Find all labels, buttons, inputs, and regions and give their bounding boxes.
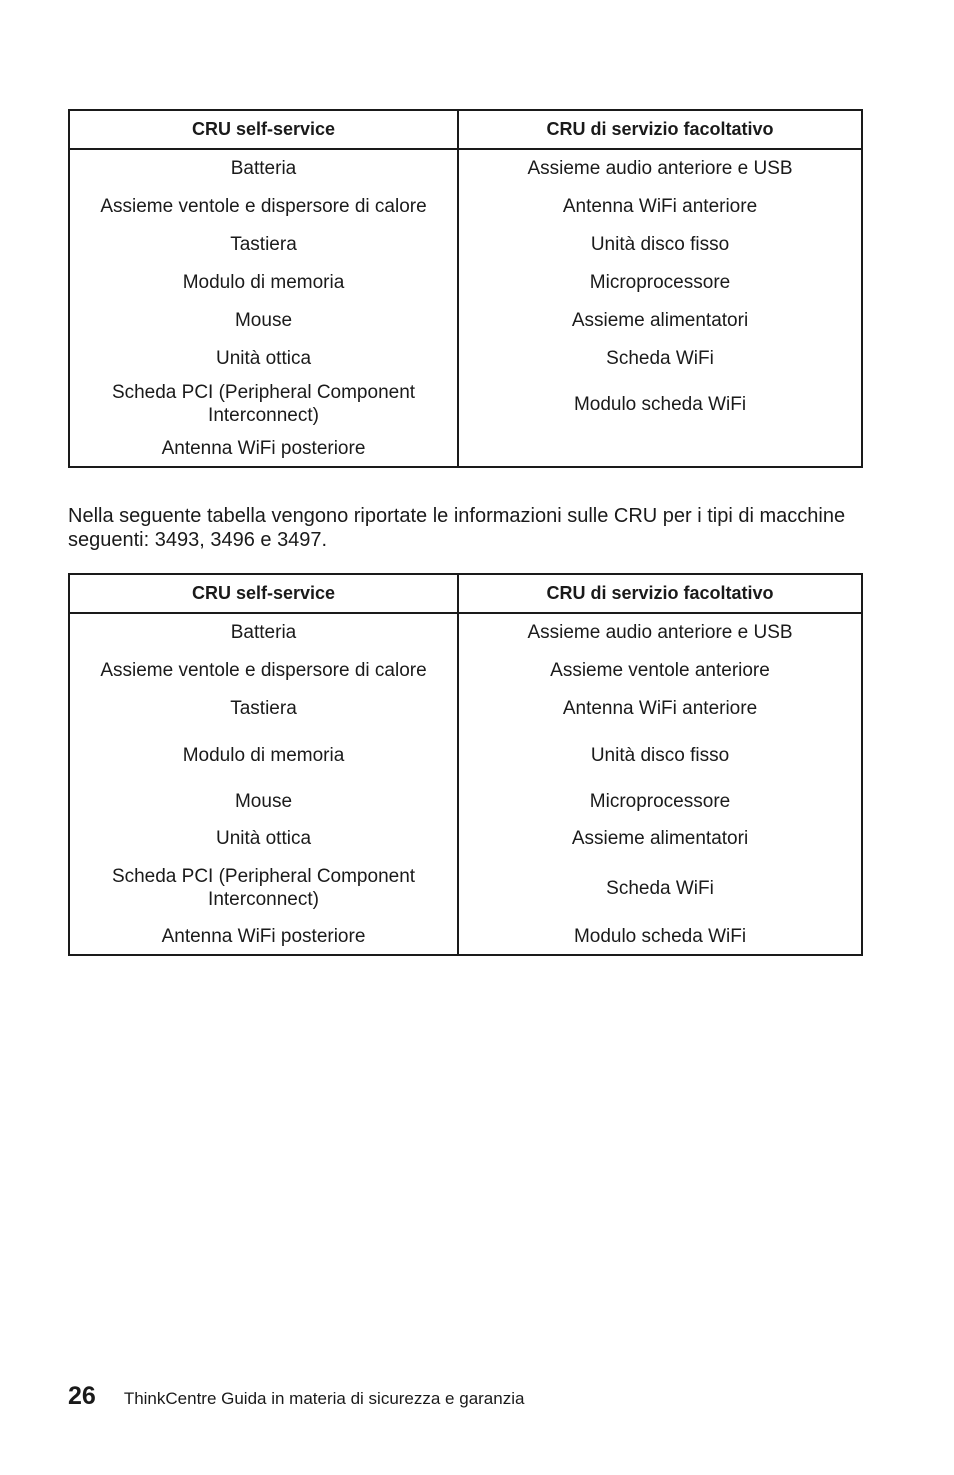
table-cell: Scheda WiFi — [606, 347, 714, 369]
table-cell: Assieme alimentatori — [571, 827, 749, 849]
table-row — [69, 651, 862, 689]
table-cell: Modulo scheda WiFi — [573, 393, 747, 415]
cru-table-2 — [68, 573, 863, 956]
table-header-row — [69, 574, 862, 613]
table-cell: Antenna WiFi posteriore — [69, 431, 458, 467]
table-cell — [458, 431, 862, 467]
table-cell: Batteria — [69, 149, 458, 187]
table-cell: Mouse — [69, 783, 458, 819]
table-cell: Batteria — [69, 613, 458, 651]
table-cell: Antenna WiFi anteriore — [562, 697, 758, 719]
table-cell: Scheda WiFi — [606, 877, 714, 899]
intro-paragraph: Nella seguente tabella vengono riportate le informazioni sulle CRU per i tipi di macchine seguenti: 3493, 3496 e 3497. — [68, 505, 846, 551]
table-cell: Tastiera — [69, 225, 458, 263]
table-cell: Assieme ventole e dispersore di calore — [69, 651, 458, 689]
table-row — [69, 783, 862, 819]
table-row — [69, 149, 862, 187]
table-row — [69, 819, 862, 857]
footer-document-title: ThinkCentre Guida in materia di sicurezza e garanzia — [123, 1389, 525, 1408]
table-row — [69, 613, 862, 651]
table-row — [69, 431, 862, 467]
table-cell: Assieme alimentatori — [571, 309, 749, 331]
table-row — [69, 263, 862, 301]
page-footer — [68, 1382, 524, 1411]
table-cell: Assieme audio anteriore e USB — [527, 158, 793, 179]
table-cell: Scheda PCI (Peripheral Component Interconnect) — [69, 377, 458, 431]
table-cell: Tastiera — [69, 689, 458, 727]
column-header-self-service: CRU self-service — [69, 574, 458, 613]
table-cell: Modulo di memoria — [69, 727, 458, 783]
table-header-row — [69, 110, 862, 149]
table-cell: Assieme ventole anteriore — [550, 659, 770, 681]
table-cell: Modulo di memoria — [69, 263, 458, 301]
table-row — [69, 225, 862, 263]
table-cell: Unità disco fisso — [590, 233, 730, 255]
table-row — [69, 339, 862, 377]
table-cell: Unità ottica — [69, 339, 458, 377]
table-cell: Mouse — [69, 301, 458, 339]
page-number: 26 — [68, 1382, 96, 1410]
table-row — [69, 689, 862, 727]
cru-table-1 — [68, 109, 863, 468]
table-cell: Unità disco fisso — [590, 744, 730, 766]
column-header-optional-service: CRU di servizio facoltativo — [458, 574, 862, 613]
table-cell: Unità ottica — [69, 819, 458, 857]
table-row — [69, 187, 862, 225]
table-cell: Microprocessore — [589, 271, 731, 293]
table-row — [69, 919, 862, 955]
table-cell: Assieme audio anteriore e USB — [527, 622, 793, 643]
table-cell: Antenna WiFi anteriore — [562, 195, 758, 217]
table-row — [69, 857, 862, 919]
table-row — [69, 301, 862, 339]
column-header-optional-service: CRU di servizio facoltativo — [458, 110, 862, 149]
column-header-self-service: CRU self-service — [69, 110, 458, 149]
table-row — [69, 727, 862, 783]
table-cell: Antenna WiFi posteriore — [69, 919, 458, 955]
table-cell: Microprocessore — [589, 790, 731, 812]
table-cell: Modulo scheda WiFi — [573, 926, 747, 947]
table-cell: Assieme ventole e dispersore di calore — [69, 187, 458, 225]
table-row — [69, 377, 862, 431]
table-cell: Scheda PCI (Peripheral Component Interconnect) — [69, 857, 458, 919]
